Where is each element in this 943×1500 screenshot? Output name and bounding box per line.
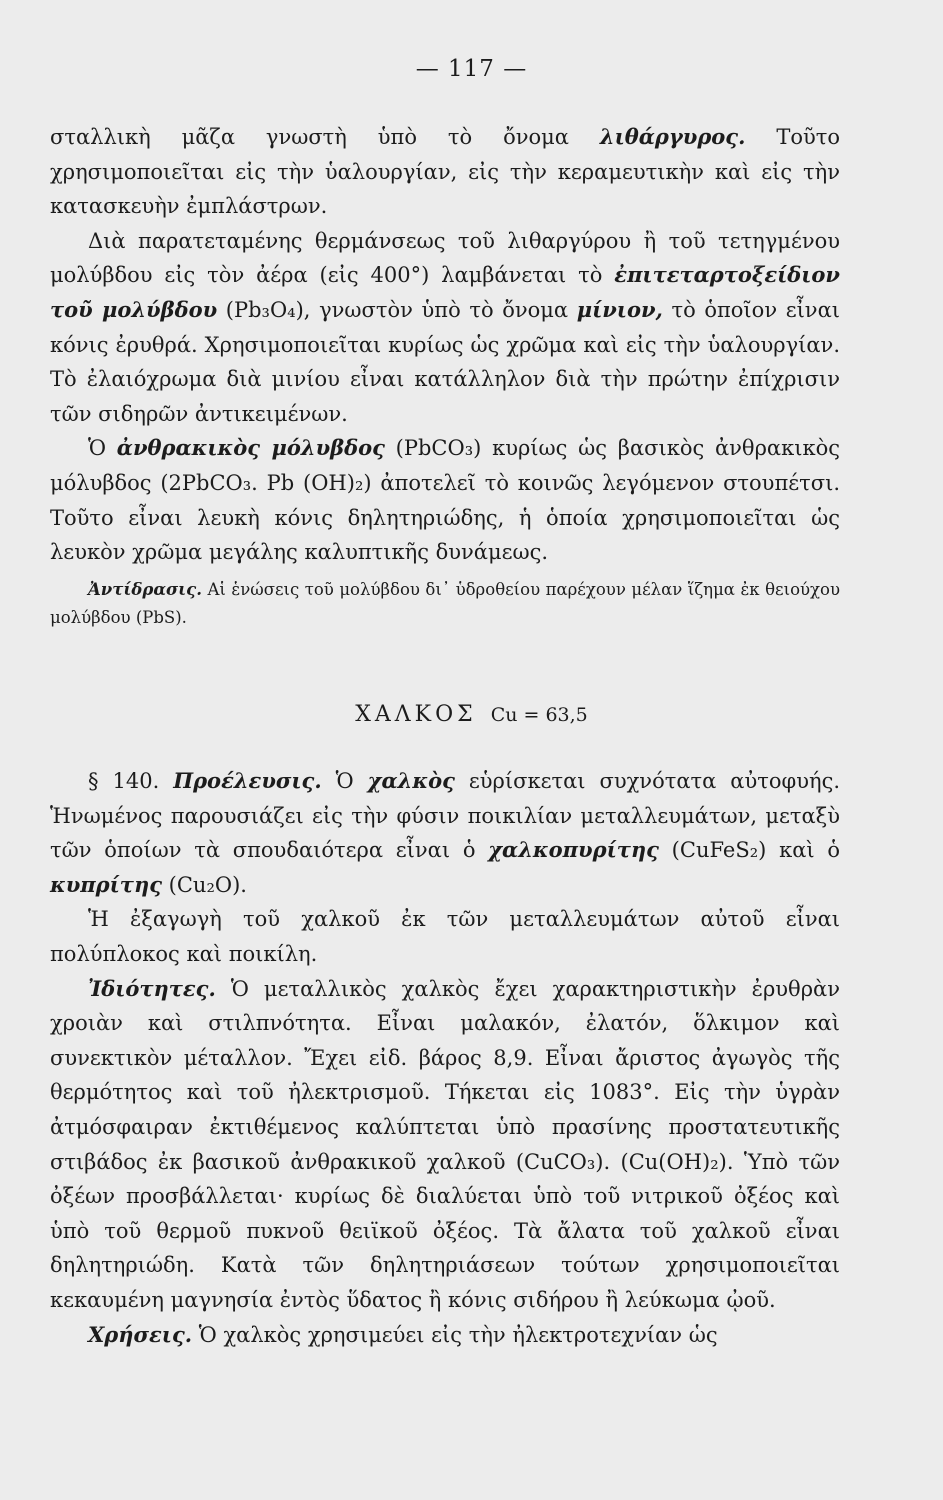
paragraph-extraction: Ἡ ἐξαγωγὴ τοῦ χαλκοῦ ἐκ τῶν μεταλλευμάτων αὐτοῦ εἶναι πολύπλοκος καὶ ποικίλη. bbox=[50, 907, 840, 966]
term-reaction: Ἀντίδρασις. bbox=[88, 579, 202, 599]
paragraph-litharge: σταλλικὴ μᾶζα γνωστὴ ὑπὸ τὸ ὄνομα λιθάργυρος. Τοῦτο χρησιμοποιεῖται εἰς τὴν ὑαλουργίαν, εἰς τὴν κεραμευτικὴν καὶ εἰς τὴν κατασκευὴν ἐμπλάστρων. bbox=[50, 124, 840, 219]
atomic-weight: Cu = 63,5 bbox=[490, 704, 588, 726]
term-copper: χαλκὸς bbox=[367, 768, 455, 793]
term-lead-carbonate: ἀνθρακικὸς μόλυβδος bbox=[116, 435, 385, 461]
paragraph-origin: § 140. Προέλευσις. Ὁ χαλκὸς εὑρίσκεται συχνότατα αὐτοφυής. Ἡνωμένος παρουσιάζει εἰς τὴν φύσιν ποικιλίαν μεταλλευμάτων, μεταξὺ τῶν ὁποίων τὰ σπουδαιότερα εἶναι ὁ χαλκοπυρίτης (CuFeS₂) καὶ ὁ κυπρίτης (Cu₂O). bbox=[50, 768, 841, 897]
term-chalcopyrite: χαλκοπυρίτης bbox=[488, 837, 659, 863]
term-cuprite: κυπρίτης bbox=[50, 871, 162, 897]
term-lead-tetroxide: ἐπιτεταρτοξείδιον τοῦ μολύβδου bbox=[50, 262, 840, 322]
paragraph-minium: Διὰ παρατεταμένης θερμάνσεως τοῦ λιθαργύρου ἢ τοῦ τετηγμένου μολύβδου εἰς τὸν ἀέρα (εἰς 400°) λαμβάνεται τὸ ἐπιτεταρτοξείδιον τοῦ μολύβδου (Pb₃O₄), γνωστὸν ὑπὸ τὸ ὄνομα μίνιον, τὸ ὁποῖον εἶναι κόνις ἐρυθρά. Χρησιμοποιεῖται κυρίως ὡς χρῶμα καὶ εἰς τὴν ὑαλουργίαν. Τὸ ἐλαιόχρωμα διὰ μινίου εἶναι κατάλληλον διὰ τὴν πρώτην ἐπίχρισιν τῶν σιδηρῶν ἀντικειμένων. bbox=[50, 228, 840, 426]
page-number: — 117 — bbox=[415, 56, 528, 82]
term-uses: Χρήσεις. bbox=[88, 1321, 193, 1347]
note-reaction: Ἀντίδρασις. Αἱ ἑνώσεις τοῦ μολύβδου δι᾽ ὑδροθείου παρέχουν μέλαν ἵζημα ἐκ θειούχου μολύβδου (PbS). bbox=[50, 579, 840, 627]
term-origin: Προέλευσις. bbox=[173, 768, 322, 793]
section-heading bbox=[0, 702, 943, 727]
term-minium: μίνιον, bbox=[576, 296, 663, 322]
paragraph-properties: Ἰδιότητες. Ὁ μεταλλικὸς χαλκὸς ἔχει χαρακτηριστικὴν ἐρυθρὰν χροιὰν καὶ στιλπνότητα. Εἶναι μαλακόν, ἐλατόν, ὅλκιμον καὶ συνεκτικὸν μέταλλον. Ἔχει εἰδ. βάρος 8,9. Εἶναι ἄριστος ἀγωγὸς τῆς θερμότητος καὶ τοῦ ἠλεκτρισμοῦ. Τήκεται εἰς 1083°. Εἰς τὴν ὑγρὰν ἀτμόσφαιραν ἐκτιθέμενος καλύπτεται ὑπὸ πρασίνης προστατευτικῆς στιβάδος ἐκ βασικοῦ ἀνθρακικοῦ χαλκοῦ (CuCO₃). (Cu(OH)₂). Ὑπὸ τῶν ὀξέων προσβάλλεται· κυρίως δὲ διαλύεται ὑπὸ τοῦ νιτρικοῦ ὀξέος καὶ ὑπὸ τοῦ θερμοῦ πυκνοῦ θειϊκοῦ ὀξέος. Τὰ ἄλατα τοῦ χαλκοῦ εἶναι δηλητηριώδη. Κατὰ τῶν δηλητηριάσεων τούτων χρησιμοποιεῖται κεκαυμένη μαγνησία ἐντὸς ὕδατος ἢ κόνις σιδήρου ἢ λεύκωμα ᾠοῦ. bbox=[50, 975, 840, 1312]
paragraph-uses: Χρήσεις. Ὁ χαλκὸς χρησιμεύει εἰς τὴν ἠλεκτροτεχνίαν ὡς bbox=[88, 1321, 718, 1347]
term-litharge: λιθάργυρος. bbox=[599, 124, 746, 149]
top-text-section bbox=[50, 120, 840, 632]
term-properties: Ἰδιότητες. bbox=[88, 975, 216, 1001]
section-title: ΧΑΛΚΟΣ bbox=[355, 702, 477, 727]
paragraph-lead-carbonate: Ὁ ἀνθρακικὸς μόλυβδος (PbCO₃) κυρίως ὡς βασικὸς ἀνθρακικὸς μόλυβδος (2PbCO₃. Pb (OH)₂) ἀποτελεῖ τὸ κοινῶς λεγόμενον στουπέτσι. Τοῦτο εἶναι λευκὴ κόνις δηλητηριώδης, ἡ ὁποία χρησιμοποιεῖται ὡς λευκὸν χρῶμα μεγάλης καλυπτικῆς δυνάμεως. bbox=[50, 435, 840, 565]
bottom-text-section bbox=[50, 764, 840, 1352]
